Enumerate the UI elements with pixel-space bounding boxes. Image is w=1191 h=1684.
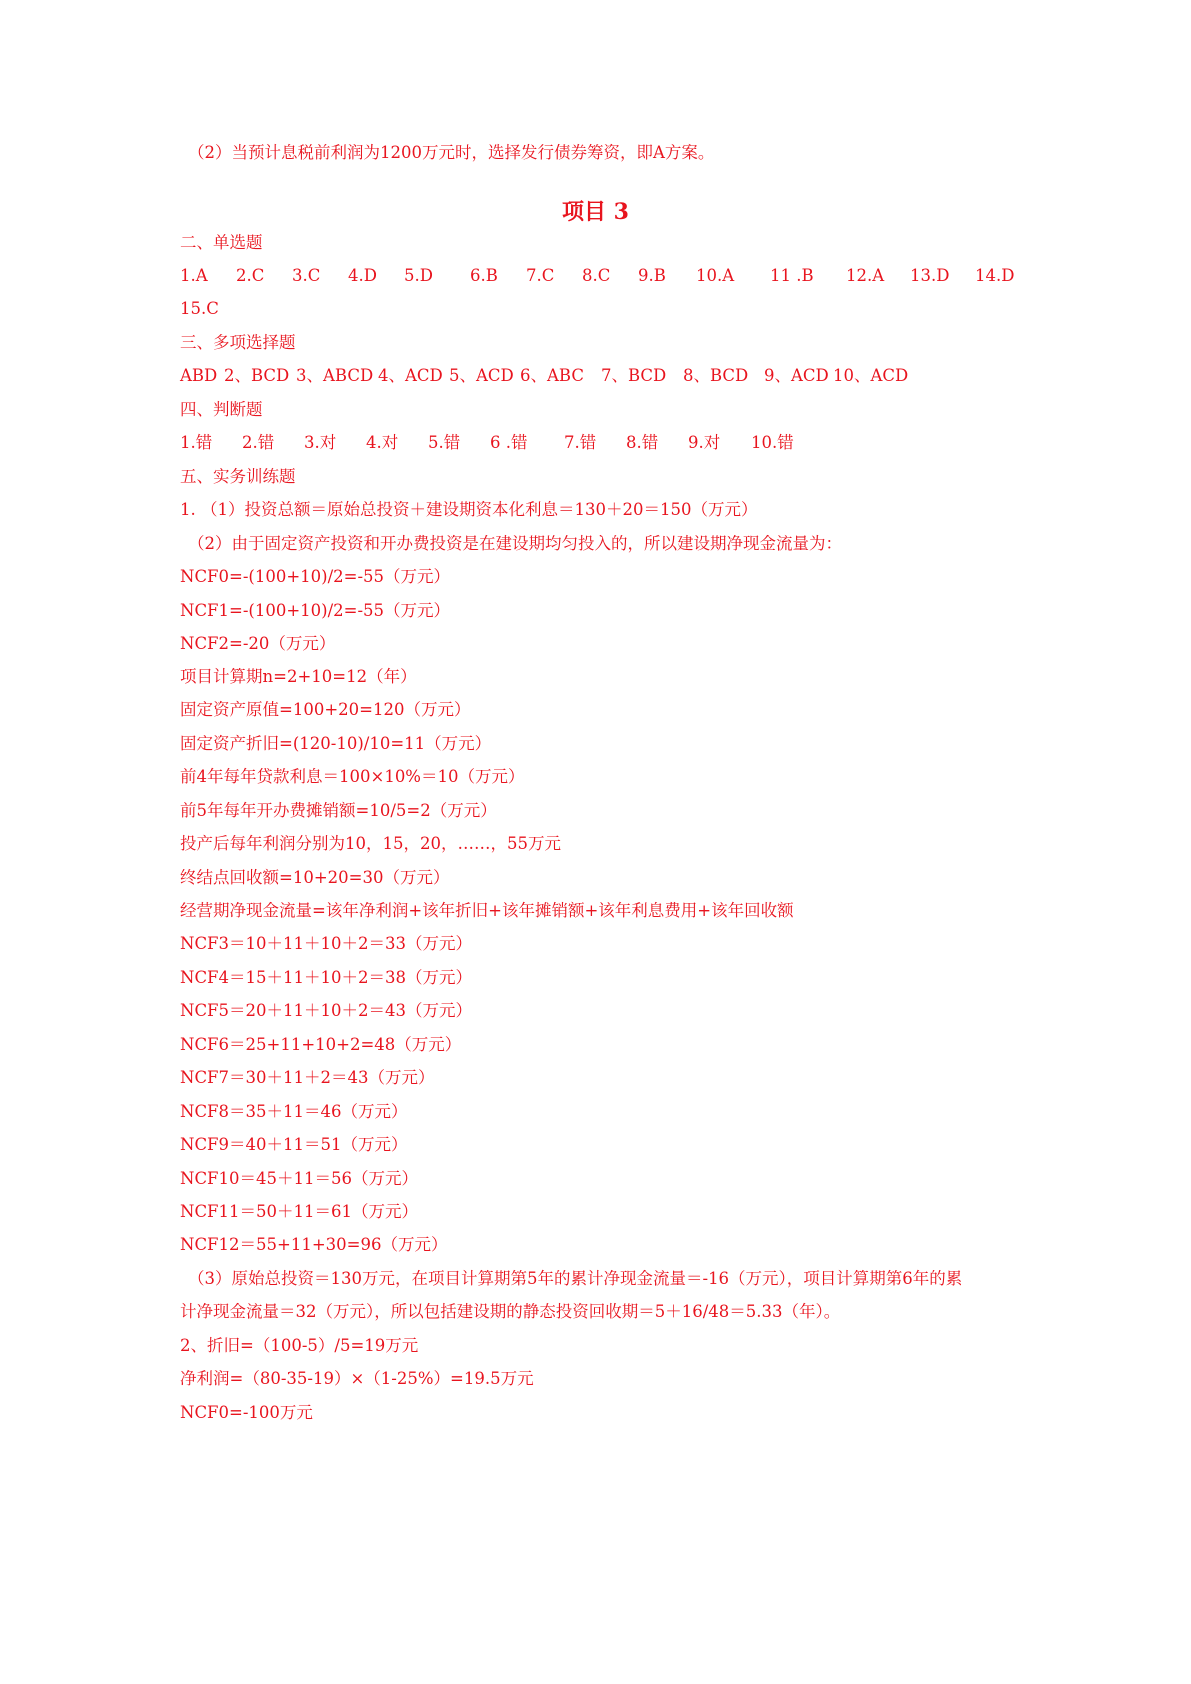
answer-item: 10、ACD <box>833 366 909 385</box>
answer-item: 12.A <box>846 266 885 285</box>
single-choice-answers-line2: 15.C <box>180 299 219 318</box>
practice-line: 计净现金流量＝32（万元），所以包括建设期的静态投资回收期＝5＋16/48＝5.33（年）。 <box>180 1302 841 1321</box>
answer-item: 13.D <box>910 266 950 285</box>
answer-item: 1.错 <box>180 433 213 452</box>
practice-line: 终结点回收额=10+20=30（万元） <box>180 868 450 887</box>
project-title: 项目 3 <box>562 199 629 225</box>
practice-line: 经营期净现金流量=该年净利润+该年折旧+该年摊销额+该年利息费用+该年回收额 <box>180 901 794 920</box>
practice-line: NCF6＝25+11+10+2=48（万元） <box>180 1035 462 1054</box>
answer-item: 14.D <box>975 266 1015 285</box>
practice-line: 固定资产原值=100+20=120（万元） <box>180 700 471 719</box>
answer-item: 5.D <box>404 266 433 285</box>
practice-line: 1. （1）投资总额＝原始总投资＋建设期资本化利息＝130＋20＝150（万元） <box>180 500 758 519</box>
practice-line: NCF7＝30＋11＋2＝43（万元） <box>180 1068 435 1087</box>
answer-item: 1.A <box>180 266 208 285</box>
practice-line: NCF4＝15＋11＋10＋2＝38（万元） <box>180 968 472 987</box>
section-heading-single-choice: 二、单选题 <box>180 233 263 252</box>
practice-line: NCF11＝50＋11＝61（万元） <box>180 1202 418 1221</box>
section-heading-true-false: 四、判断题 <box>180 400 263 419</box>
practice-line: 项目计算期n=2+10=12（年） <box>180 667 417 686</box>
answer-item: 11 .B <box>770 266 814 285</box>
section-heading-practice: 五、实务训练题 <box>180 467 296 486</box>
answer-item: 3.C <box>292 266 321 285</box>
answer-item: 9、ACD <box>764 366 829 385</box>
answer-item: 3、ABCD <box>296 366 374 385</box>
practice-line: 净利润=（80-35-19）×（1-25%）=19.5万元 <box>180 1369 534 1388</box>
practice-line: NCF0=-(100+10)/2=-55（万元） <box>180 567 451 586</box>
section-heading-multiple-choice: 三、多项选择题 <box>180 333 296 352</box>
practice-line: NCF12＝55+11+30=96（万元） <box>180 1235 448 1254</box>
answer-item: 8.C <box>582 266 611 285</box>
practice-line: NCF0=-100万元 <box>180 1403 313 1422</box>
answer-item: 5.错 <box>428 433 461 452</box>
answer-item: 10.A <box>696 266 735 285</box>
practice-line: 前5年每年开办费摊销额=10/5=2（万元） <box>180 801 497 820</box>
answer-item: ABD <box>180 366 218 385</box>
answer-item: 6、ABC <box>520 366 584 385</box>
answer-item: 8、BCD <box>683 366 749 385</box>
practice-line: NCF10＝45＋11＝56（万元） <box>180 1169 418 1188</box>
answer-item: 9.B <box>638 266 666 285</box>
answer-item: 10.错 <box>751 433 794 452</box>
answer-item: 6.B <box>470 266 498 285</box>
answer-item: 8.错 <box>626 433 659 452</box>
answer-item: 7、BCD <box>601 366 667 385</box>
practice-line: （2）由于固定资产投资和开办费投资是在建设期均匀投入的，所以建设期净现金流量为： <box>188 534 842 553</box>
practice-line: NCF3＝10＋11＋10＋2＝33（万元） <box>180 934 472 953</box>
practice-line: 固定资产折旧=(120-10)/10=11（万元） <box>180 734 492 753</box>
practice-line: NCF2=-20（万元） <box>180 634 336 653</box>
answer-item: 2.错 <box>242 433 275 452</box>
answer-item: 4.对 <box>366 433 399 452</box>
answer-item: 2.C <box>236 266 265 285</box>
answer-item: 9.对 <box>688 433 721 452</box>
practice-line: NCF5＝20＋11＋10＋2＝43（万元） <box>180 1001 472 1020</box>
answer-item: 2、BCD <box>224 366 290 385</box>
answer-item: 6 .错 <box>490 433 528 452</box>
practice-line: NCF9＝40＋11＝51（万元） <box>180 1135 408 1154</box>
practice-line: 投产后每年利润分别为10，15，20，……，55万元 <box>180 834 561 853</box>
practice-line: 前4年每年贷款利息＝100×10%＝10（万元） <box>180 767 525 786</box>
practice-line: NCF8＝35＋11＝46（万元） <box>180 1102 408 1121</box>
answer-item: 7.错 <box>564 433 597 452</box>
answer-item: 7.C <box>526 266 555 285</box>
answer-item: 4.D <box>348 266 377 285</box>
practice-line: （3）原始总投资＝130万元，在项目计算期第5年的累计净现金流量＝-16（万元），项目计算期第6年的累 <box>188 1269 963 1288</box>
intro-paragraph: （2）当预计息税前利润为1200万元时，选择发行债券筹资，即A方案。 <box>188 143 715 162</box>
practice-line: NCF1=-(100+10)/2=-55（万元） <box>180 601 451 620</box>
practice-line: 2、折旧=（100-5）/5=19万元 <box>180 1336 419 1355</box>
answer-item: 4、ACD <box>378 366 443 385</box>
answer-item: 3.对 <box>304 433 337 452</box>
answer-item: 5、ACD <box>449 366 514 385</box>
